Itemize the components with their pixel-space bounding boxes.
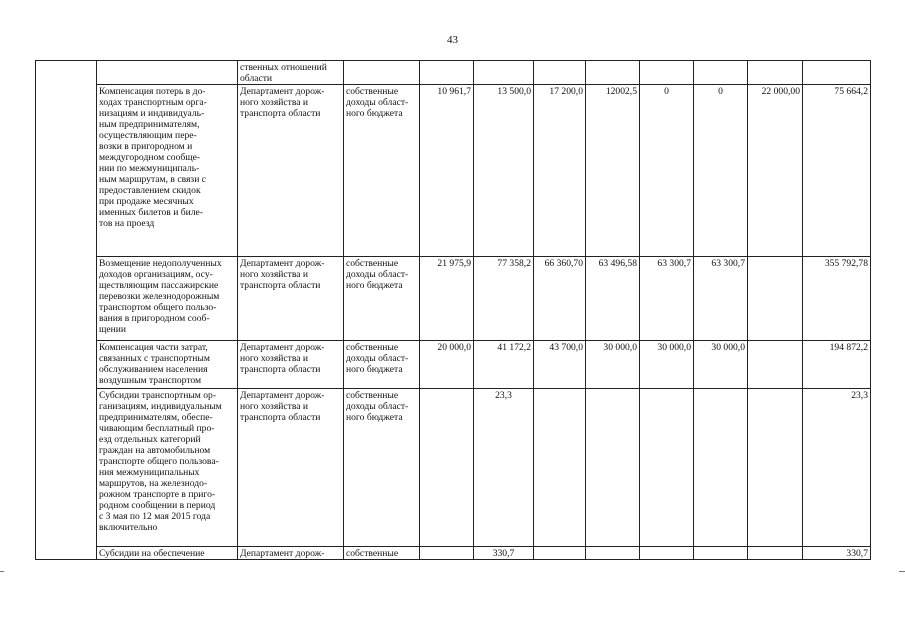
value-cell: 0 xyxy=(640,85,694,257)
funding-source-cell: собственные доходы област- ного бюджета xyxy=(344,85,420,257)
funding-source-cell: собственные доходы област- ного бюджета xyxy=(344,257,420,341)
value-cell: 43 700,0 xyxy=(534,341,586,389)
funding-source-cell xyxy=(344,61,420,85)
total-cell: 75 664,2 xyxy=(803,85,871,257)
executor-cell: Департамент дорож- xyxy=(238,547,344,560)
total-cell: 355 792,78 xyxy=(803,257,871,341)
measure-name-cell: Компенсация потерь в до- ходах транспортным орга- низациям и индивидуаль- ным предпринимателям, осуществляющим пере- возки в пригородном и междугородном сообще- нии по межмуниципаль- ным маршрутам, в связи с предоставлением скидок при продаже месячных именных билетов и биле- тов на проезд xyxy=(97,85,238,257)
value-cell: 21 975,9 xyxy=(420,257,474,341)
value-cell: 0 xyxy=(694,85,748,257)
executor-cell: Департамент дорож- ного хозяйства и транспорта области xyxy=(238,85,344,257)
total-cell: 194 872,2 xyxy=(803,341,871,389)
total-cell: 330,7 xyxy=(803,547,871,560)
value-cell: 66 360,70 xyxy=(534,257,586,341)
measure-name-cell: Субсидии транспортным ор- ганизациям, индивидуальным предпринимателям, обеспе- чивающим бесплатный про- езд отдельных категорий граждан на автомобильном транспорте общего пользова- ния межмуниципальных маршрутов, на железнодо- рожном транспорте в приго- родном сообщении в период с 3 мая по 12 мая 2015 года включительно xyxy=(97,389,238,547)
value-cell: 63 300,7 xyxy=(694,257,748,341)
value-cell xyxy=(694,61,748,85)
executor-cell: Департамент дорож- ного хозяйства и транспорта области xyxy=(238,389,344,547)
value-cell xyxy=(420,389,474,547)
value-cell: 30 000,0 xyxy=(586,341,640,389)
value-cell: 30 000,0 xyxy=(694,341,748,389)
table-row xyxy=(36,389,871,547)
value-cell xyxy=(534,547,586,560)
value-cell: 330,7 xyxy=(474,547,534,560)
table-row xyxy=(36,547,871,560)
scan-edge-mark-left xyxy=(0,571,4,572)
value-cell xyxy=(534,389,586,547)
table-row-continuation xyxy=(36,61,871,85)
value-cell: 13 500,0 xyxy=(474,85,534,257)
value-cell: 41 172,2 xyxy=(474,341,534,389)
value-cell: 10 961,7 xyxy=(420,85,474,257)
scan-edge-mark-right xyxy=(899,571,905,572)
total-cell: 23,3 xyxy=(803,389,871,547)
funding-source-cell: собственные xyxy=(344,547,420,560)
value-cell: 22 000,00 xyxy=(748,85,803,257)
value-cell: 30 000,0 xyxy=(640,341,694,389)
executor-cell: ственных отношений области xyxy=(238,61,344,85)
value-cell xyxy=(694,389,748,547)
value-cell: 63 300,7 xyxy=(640,257,694,341)
value-cell xyxy=(420,61,474,85)
value-cell xyxy=(640,547,694,560)
table-row xyxy=(36,257,871,341)
funding-source-cell: собственные доходы област- ного бюджета xyxy=(344,341,420,389)
value-cell xyxy=(748,257,803,341)
measure-name-cell: Компенсация части затрат, связанных с транспортным обслуживанием населения воздушным транспортом xyxy=(97,341,238,389)
value-cell xyxy=(694,547,748,560)
value-cell xyxy=(748,547,803,560)
budget-table xyxy=(35,60,871,560)
measure-name-cell: Возмещение недополученных доходов организациям, осу- ществляющим пассажирские перевозки железнодорожным транспортом общего пользо- вания в пригородном сооб- щении xyxy=(97,257,238,341)
value-cell xyxy=(640,61,694,85)
row-number-cell xyxy=(36,61,97,560)
value-cell xyxy=(748,389,803,547)
value-cell: 63 496,58 xyxy=(586,257,640,341)
table-row xyxy=(36,85,871,257)
page-number: 43 xyxy=(447,34,458,46)
value-cell: 17 200,0 xyxy=(534,85,586,257)
value-cell xyxy=(586,547,640,560)
total-cell xyxy=(803,61,871,85)
value-cell xyxy=(474,61,534,85)
value-cell: 23,3 xyxy=(474,389,534,547)
executor-cell: Департамент дорож- ного хозяйства и транспорта области xyxy=(238,257,344,341)
measure-name-cell xyxy=(97,61,238,85)
table-row xyxy=(36,341,871,389)
value-cell xyxy=(586,61,640,85)
value-cell xyxy=(640,389,694,547)
value-cell xyxy=(748,341,803,389)
value-cell: 20 000,0 xyxy=(420,341,474,389)
value-cell xyxy=(748,61,803,85)
value-cell xyxy=(420,547,474,560)
value-cell xyxy=(534,61,586,85)
funding-source-cell: собственные доходы област- ного бюджета xyxy=(344,389,420,547)
value-cell: 12002,5 xyxy=(586,85,640,257)
value-cell: 77 358,2 xyxy=(474,257,534,341)
measure-name-cell: Субсидии на обеспечение xyxy=(97,547,238,560)
executor-cell: Департамент дорож- ного хозяйства и транспорта области xyxy=(238,341,344,389)
value-cell xyxy=(586,389,640,547)
